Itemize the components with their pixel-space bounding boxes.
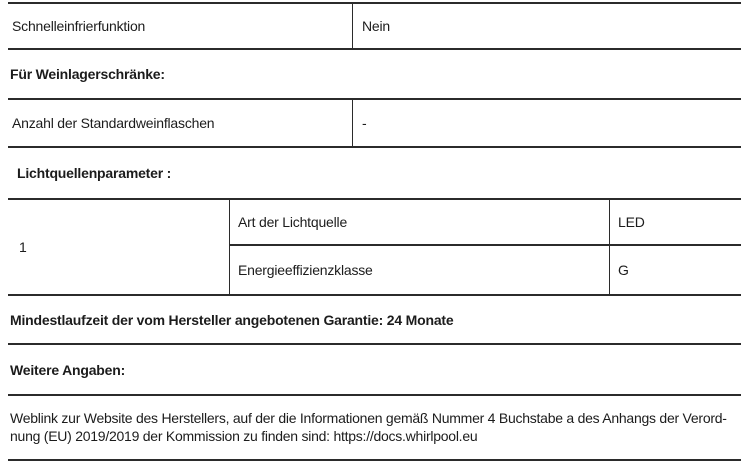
additional-info-heading: Weitere Angaben: bbox=[8, 345, 741, 396]
spec-row-value: Nein bbox=[362, 18, 390, 34]
light-source-section-heading: Lichtquellenparameter : bbox=[17, 165, 172, 181]
weblink-line-1: Weblink zur Website des Herstellers, auf der die Informationen gemäß Nummer 4 Buchstabe a des Anhangs der Verord- bbox=[10, 410, 727, 426]
wine-section-heading: Für Weinlagerschränke: bbox=[10, 66, 165, 82]
spec-row-value: - bbox=[362, 115, 367, 131]
light-source-table bbox=[8, 198, 741, 296]
light-source-type-label: Art der Lichtquelle bbox=[230, 200, 610, 246]
light-source-class-value: G bbox=[618, 262, 629, 278]
light-source-class-label: Energieeffizienzklasse bbox=[230, 246, 610, 294]
spec-row-label: Anzahl der Standardweinflaschen bbox=[8, 100, 353, 146]
light-source-index-cell: 1 bbox=[8, 200, 230, 294]
manufacturer-weblink-url[interactable]: https://docs.whirlpool.eu bbox=[333, 427, 478, 444]
weblink-line-2 bbox=[10, 428, 727, 446]
weblink-line-2-prefix: nung (EU) 2019/2019 der Kommission zu finden sind: bbox=[10, 427, 330, 444]
spec-table-wine bbox=[8, 98, 741, 148]
manufacturer-weblink-paragraph bbox=[8, 410, 727, 445]
spec-table-freezer bbox=[8, 2, 741, 50]
manufacturer-weblink-section bbox=[8, 396, 741, 461]
warranty-statement: Mindestlaufzeit der vom Hersteller angebotenen Garantie: 24 Monate bbox=[8, 296, 741, 345]
light-source-type-value: LED bbox=[610, 200, 741, 246]
spec-row-label: Schnelleinfrierfunktion bbox=[8, 4, 353, 48]
